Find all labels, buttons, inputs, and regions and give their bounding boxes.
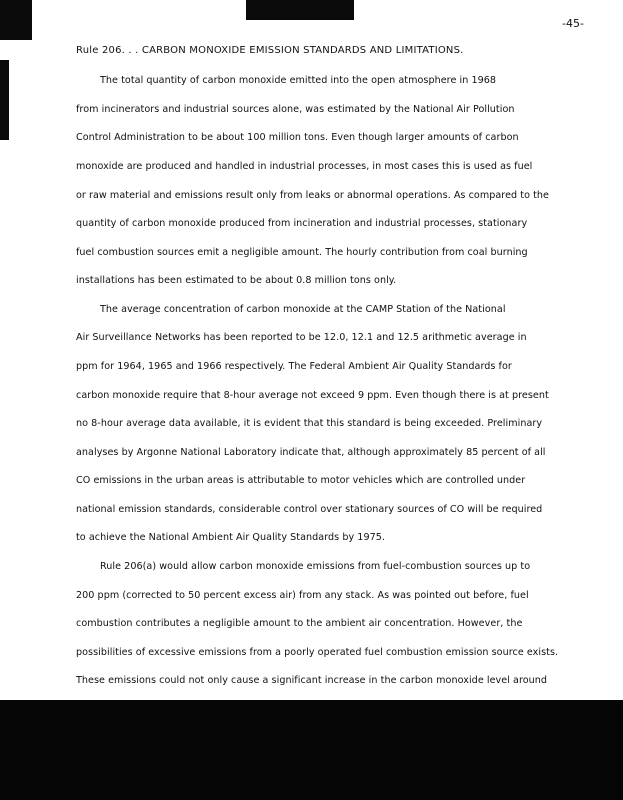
paragraph-1-line: fuel combustion sources emit a negligible amount. The hourly contribution from coal burning bbox=[76, 247, 528, 258]
scan-artifact-left bbox=[0, 0, 32, 40]
paragraph-1-line: from incinerators and industrial sources alone, was estimated by the National Air Pollution bbox=[76, 104, 515, 115]
paragraph-1-line: monoxide are produced and handled in industrial processes, in most cases this is used as fuel bbox=[76, 161, 533, 172]
paragraph-1-line: quantity of carbon monoxide produced from incineration and industrial processes, stationary bbox=[76, 218, 528, 229]
paragraph-3-line: These emissions could not only cause a significant increase in the carbon monoxide level around bbox=[76, 675, 548, 686]
paragraph-1-line: The total quantity of carbon monoxide emitted into the open atmosphere in 1968 bbox=[100, 75, 497, 86]
paragraph-3-line: combustion contributes a negligible amount to the ambient air concentration. However, the bbox=[76, 618, 523, 629]
paragraph-3-line: 200 ppm (corrected to 50 percent excess air) from any stack. As was pointed out before, fuel bbox=[76, 590, 529, 601]
scan-artifact-bottom bbox=[0, 700, 623, 800]
paragraph-2-line: analyses by Argonne National Laboratory indicate that, although approximately 85 percent of all bbox=[76, 447, 546, 458]
paragraph-3-line: possibilities of excessive emissions from a poorly operated fuel combustion emission source exists. bbox=[76, 647, 559, 658]
paragraph-2-line: Air Surveillance Networks has been reported to be 12.0, 12.1 and 12.5 arithmetic average in bbox=[76, 332, 527, 343]
paragraph-1-line: Control Administration to be about 100 million tons. Even though larger amounts of carbon bbox=[76, 132, 519, 143]
scan-artifact-left-bar bbox=[0, 60, 9, 140]
paragraph-1-line: installations has been estimated to be about 0.8 million tons only. bbox=[76, 275, 397, 286]
paragraph-2-line: to achieve the National Ambient Air Quality Standards by 1975. bbox=[76, 532, 386, 543]
paragraph-1-line: or raw material and emissions result only from leaks or abnormal operations. As compared to the bbox=[76, 190, 549, 201]
paragraph-2-line: carbon monoxide require that 8-hour average not exceed 9 ppm. Even though there is at present bbox=[76, 390, 549, 401]
paragraph-2-line: ppm for 1964, 1965 and 1966 respectively. The Federal Ambient Air Quality Standards for bbox=[76, 361, 512, 372]
scan-artifact-top bbox=[246, 0, 354, 20]
paragraph-3-line: Rule 206(a) would allow carbon monoxide emissions from fuel-combustion sources up to bbox=[100, 561, 531, 572]
page-number: -45- bbox=[562, 17, 584, 30]
paragraph-2-line: national emission standards, considerable control over stationary sources of CO will be required bbox=[76, 504, 543, 515]
paragraph-2-line: no 8-hour average data available, it is evident that this standard is being exceeded. Preliminary bbox=[76, 418, 543, 429]
paragraph-2-line: CO emissions in the urban areas is attributable to motor vehicles which are controlled under bbox=[76, 475, 526, 486]
section-heading: Rule 206. . . CARBON MONOXIDE EMISSION STANDARDS AND LIMITATIONS. bbox=[76, 45, 464, 56]
paragraph-2-line: The average concentration of carbon monoxide at the CAMP Station of the National bbox=[100, 304, 506, 315]
